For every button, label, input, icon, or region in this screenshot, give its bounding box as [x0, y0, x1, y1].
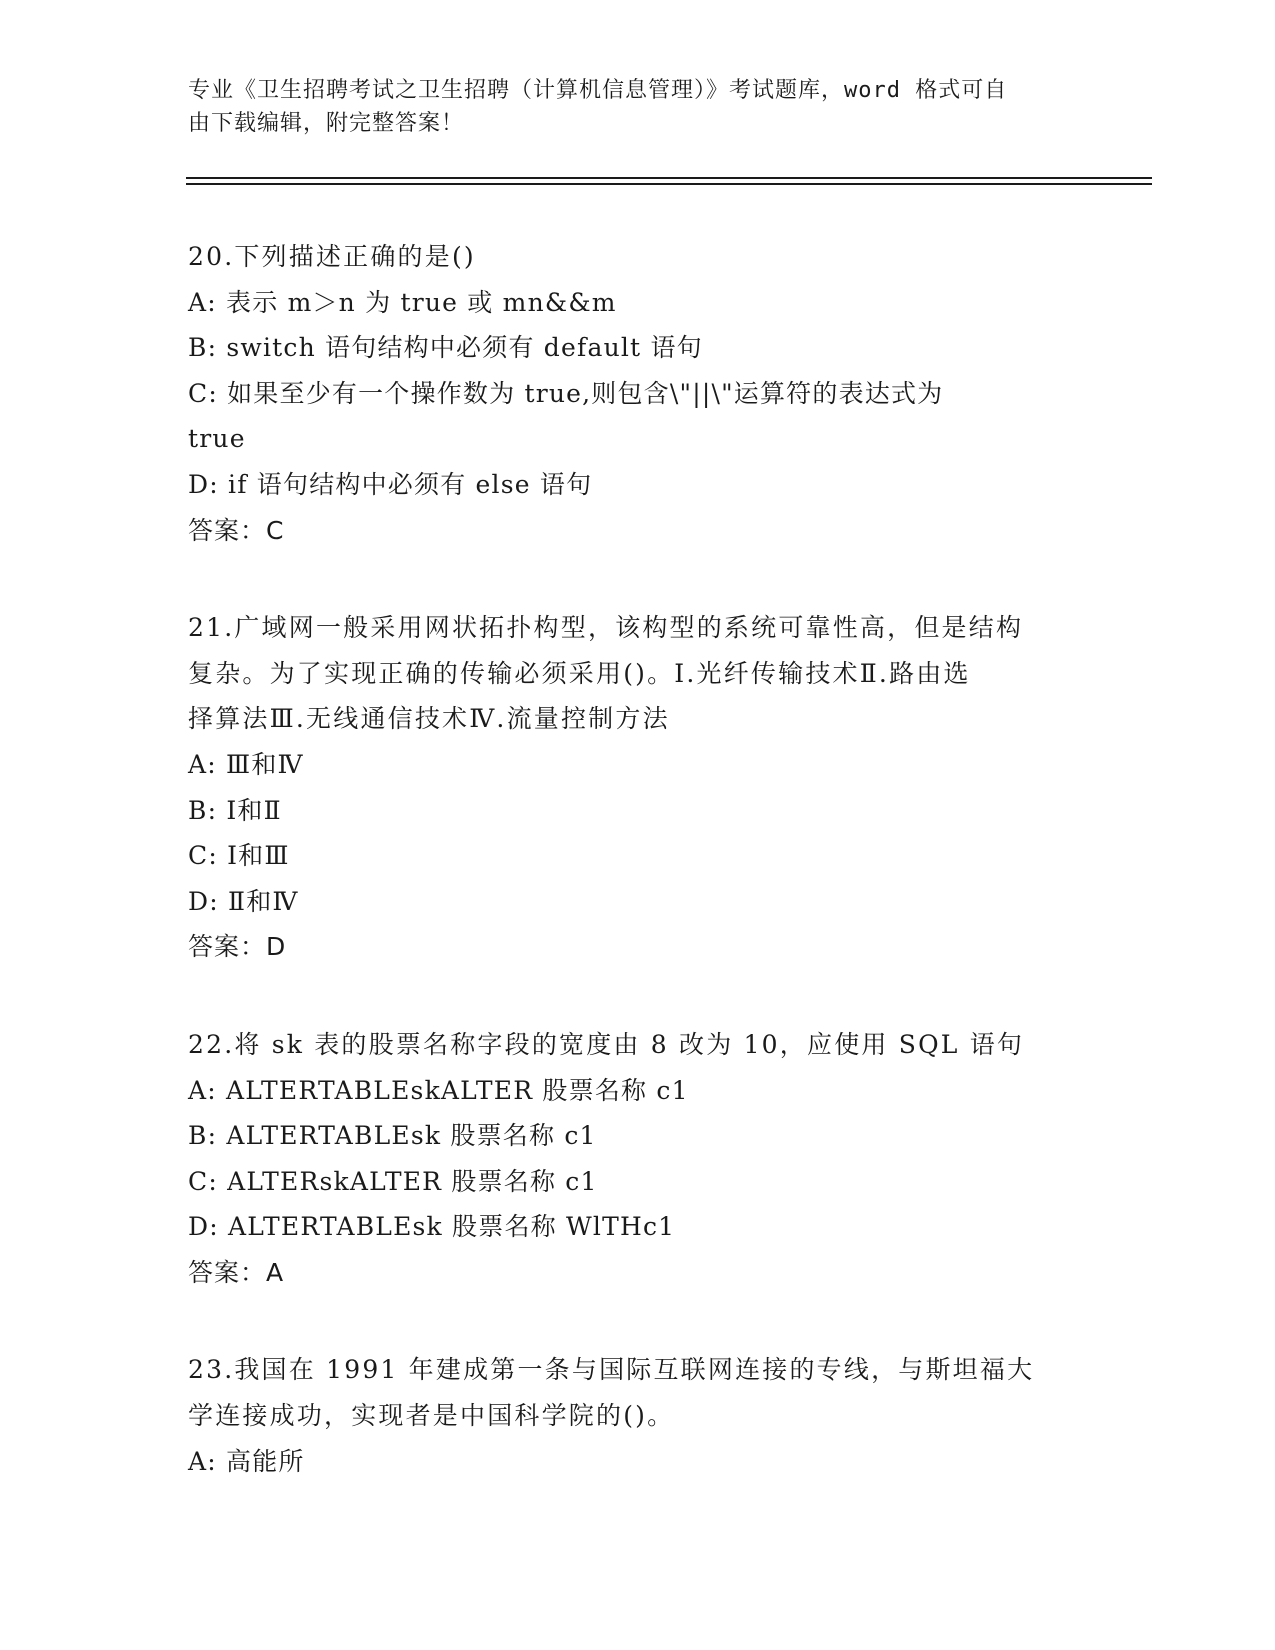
header-line-1: 专业《卫生招聘考试之卫生招聘（计算机信息管理）》考试题库，word 格式可自 — [188, 78, 1008, 103]
question-23 — [188, 1347, 1088, 1484]
option-d: D: ALTERTABLEsk 股票名称 WlTHc1 — [188, 1212, 676, 1242]
option-c-continued: true — [188, 424, 246, 454]
question-21 — [188, 605, 1088, 970]
question-stem: 复杂。为了实现正确的传输必须采用()。Ⅰ.光纤传输技术Ⅱ.路由选 — [188, 658, 971, 688]
option-d: D: Ⅱ和Ⅳ — [188, 886, 299, 916]
answer-label: 答案：D — [188, 932, 287, 962]
option-c: C: Ⅰ和Ⅲ — [188, 841, 290, 871]
header-line-2: 由下载编辑，附完整答案！ — [188, 111, 465, 136]
header-divider-bottom — [186, 183, 1152, 185]
document-header — [188, 74, 1068, 140]
option-a: A: 高能所 — [188, 1446, 305, 1476]
question-20 — [188, 234, 1088, 553]
header-divider-top — [186, 177, 1152, 179]
option-b: B: ALTERTABLEsk 股票名称 c1 — [188, 1121, 597, 1151]
question-stem: 择算法Ⅲ.无线通信技术Ⅳ.流量控制方法 — [188, 704, 670, 734]
option-a: A: 表示 m＞n 为 true 或 mn&&m — [188, 287, 617, 317]
question-stem: 23.我国在 1991 年建成第一条与国际互联网连接的专线，与斯坦福大 — [188, 1355, 1035, 1385]
question-stem: 20.下列描述正确的是() — [188, 242, 476, 271]
option-b: B: Ⅰ和Ⅱ — [188, 795, 282, 825]
option-c: C: 如果至少有一个操作数为 true,则包含\"||\"运算符的表达式为 — [188, 378, 944, 408]
option-b: B: switch 语句结构中必须有 default 语句 — [188, 333, 703, 363]
option-a: A: Ⅲ和Ⅳ — [188, 749, 304, 779]
option-c: C: ALTERskALTER 股票名称 c1 — [188, 1166, 598, 1196]
option-d: D: if 语句结构中必须有 else 语句 — [188, 469, 593, 499]
question-stem: 21.广域网一般采用网状拓扑构型，该构型的系统可靠性高，但是结构 — [188, 613, 1024, 643]
question-stem: 22.将 sk 表的股票名称字段的宽度由 8 改为 10，应使用 SQL 语句 — [188, 1029, 1025, 1059]
answer-label: 答案：A — [188, 1257, 285, 1287]
question-22 — [188, 1022, 1088, 1296]
option-a: A: ALTERTABLEskALTER 股票名称 c1 — [188, 1075, 689, 1105]
question-stem: 学连接成功，实现者是中国科学院的()。 — [188, 1401, 675, 1431]
answer-label: 答案：C — [188, 515, 285, 545]
question-list — [188, 234, 1088, 1536]
